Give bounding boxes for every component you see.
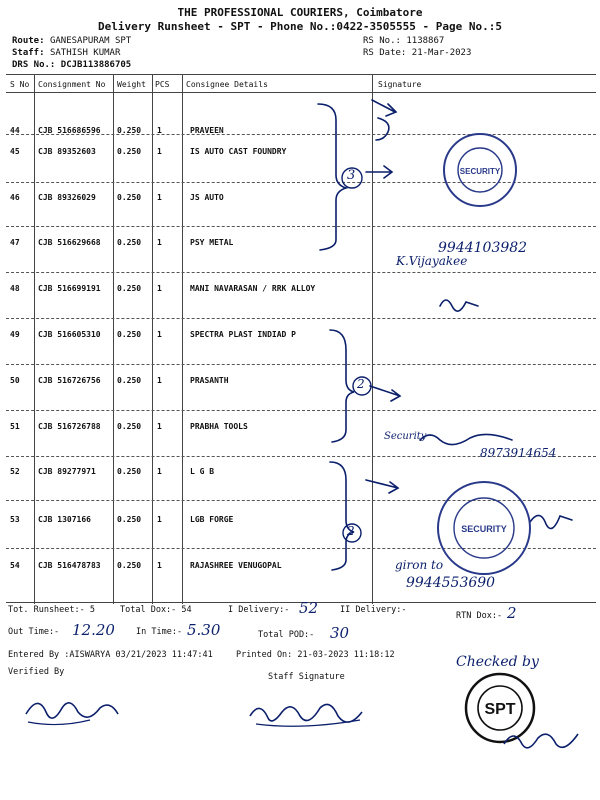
- col-divider: [182, 74, 183, 604]
- row-pcs: 1: [157, 376, 162, 385]
- bracket-count-2: 2: [357, 377, 365, 391]
- staff-line: Staff: SATHISH KUMAR: [12, 48, 121, 58]
- row-pcs: 1: [157, 561, 162, 570]
- row-consignee: MANI NAVARASAN / RRK ALLOY: [190, 284, 316, 293]
- row-pcs: 1: [157, 238, 162, 247]
- col-header-weight: Weight: [117, 80, 146, 89]
- row-weight: 0.250: [117, 238, 142, 247]
- row-weight: 0.250: [117, 561, 142, 570]
- row-sno: 48: [10, 284, 20, 293]
- row-sno: 51: [10, 422, 20, 431]
- document-title: THE PROFESSIONAL COURIERS, Coimbatore: [177, 6, 423, 19]
- bracket-count-3: 3: [347, 168, 356, 183]
- ii-delivery: II Delivery:-: [340, 605, 407, 615]
- total-runsheet-value: 5: [89, 605, 96, 615]
- col-header-pcs: PCS: [155, 80, 170, 89]
- rtn-dox: RTN Dox:-: [456, 611, 503, 621]
- table-header-border: [6, 92, 596, 93]
- row-pcs: 1: [157, 147, 162, 156]
- col-header-signature: Signature: [378, 80, 422, 89]
- total-dox-value: 54: [181, 605, 192, 615]
- row-consignment: CJB 89326029: [38, 193, 96, 202]
- row-weight: 0.250: [117, 330, 142, 339]
- row-sno: 50: [10, 376, 20, 385]
- row-weight: 0.250: [117, 193, 142, 202]
- bracket-count-2: 2: [347, 524, 355, 538]
- i-delivery-handwritten: 52: [299, 599, 319, 617]
- handwritten-checked: Checked by: [456, 654, 539, 670]
- in-time: In Time:-: [136, 627, 183, 637]
- col-header-consignment: Consignment No: [38, 80, 106, 89]
- entered-by: Entered By :AISWARYA 03/21/2023 11:47:41: [8, 650, 213, 660]
- row-sno: 45: [10, 147, 20, 156]
- verifier-signature-icon: [18, 684, 138, 734]
- row-separator: [6, 410, 596, 411]
- row-consignee: RAJASHREE VENUGOPAL: [190, 561, 282, 570]
- staff-signature-icon: [242, 690, 382, 740]
- rs-date-value: 21-Mar-2023: [411, 48, 472, 58]
- row-consignee: SPECTRA PLAST INDIAD P: [190, 330, 296, 339]
- col-divider: [152, 74, 153, 604]
- row-pcs: 1: [157, 515, 162, 524]
- checker-signature-icon: [498, 720, 588, 760]
- row-consignee: PRAVEEN: [190, 126, 224, 135]
- row-weight: 0.250: [117, 147, 142, 156]
- row-weight: 0.250: [117, 467, 142, 476]
- row-sno: 49: [10, 330, 20, 339]
- row-consignee: LGB FORGE: [190, 515, 234, 524]
- handwritten-phone-2: 8973914654: [480, 446, 557, 460]
- row-pcs: 1: [157, 193, 162, 202]
- row-weight: 0.250: [117, 515, 142, 524]
- row-consignment: CJB 516699191: [38, 284, 101, 293]
- row-consignee: PRASANTH: [190, 376, 229, 385]
- row-weight: 0.250: [117, 422, 142, 431]
- row-sno: 46: [10, 193, 20, 202]
- row-weight: 0.250: [117, 126, 142, 135]
- col-header-sno: S No: [10, 80, 30, 89]
- row-separator: [6, 226, 596, 227]
- row-consignment: CJB 89277971: [38, 467, 96, 476]
- handwritten-phone-3: 9944553690: [406, 575, 496, 591]
- row-pcs: 1: [157, 284, 162, 293]
- row-weight: 0.250: [117, 284, 142, 293]
- out-time: Out Time:-: [8, 627, 60, 637]
- printed-on: Printed On: 21-03-2023 11:18:12: [236, 650, 395, 660]
- row-consignment: CJB 89352603: [38, 147, 96, 156]
- i-delivery: I Delivery:-: [228, 605, 290, 615]
- row-sno: 54: [10, 561, 20, 570]
- table-top-border: [6, 74, 596, 75]
- row-sno: 52: [10, 467, 20, 476]
- row-consignment: CJB 516726788: [38, 422, 101, 431]
- drs-value: DCJB113886705: [60, 60, 132, 70]
- out-time-handwritten: 12.20: [72, 621, 115, 639]
- col-header-consignee: Consignee Details: [186, 80, 268, 89]
- bosch-stamp-text: SECURITY: [461, 524, 507, 534]
- col-divider: [113, 74, 114, 604]
- route-line: Route: GANESAPURAM SPT: [12, 36, 132, 46]
- rtn-dox-handwritten: 2: [507, 604, 517, 622]
- row-consignment: CJB 1307166: [38, 515, 91, 524]
- rs-no-line: RS No.: 1138867: [363, 36, 445, 46]
- row-pcs: 1: [157, 126, 162, 135]
- handwritten-security-note: Security: [384, 431, 427, 442]
- bosch-stamp-icon: [434, 478, 534, 578]
- document-subtitle: Delivery Runsheet - SPT - Phone No.:0422-3505555 - Page No.:5: [98, 20, 502, 33]
- handwritten-giron-note: giron to: [395, 558, 444, 572]
- handwritten-receiver-1: K.Vijayakee: [396, 254, 468, 268]
- row-consignment: CJB 516726756: [38, 376, 101, 385]
- foundry-stamp-text: SECURITY: [459, 167, 501, 176]
- row-consignment: CJB 516686596: [38, 126, 101, 135]
- row-pcs: 1: [157, 330, 162, 339]
- row-sno: 44: [10, 126, 20, 135]
- row-consignment: CJB 516478783: [38, 561, 101, 570]
- row-consignee: JS AUTO: [190, 193, 224, 202]
- row-consignee: L G B: [190, 467, 215, 476]
- row-weight: 0.250: [117, 376, 142, 385]
- row-consignee: PRABHA TOOLS: [190, 422, 248, 431]
- col-divider: [372, 74, 373, 604]
- route-value: GANESAPURAM SPT: [49, 36, 132, 46]
- staff-signature-label: Staff Signature: [268, 672, 345, 682]
- total-pod: Total POD:-: [258, 630, 315, 640]
- row-consignment: CJB 516629668: [38, 238, 101, 247]
- row-consignee: PSY METAL: [190, 238, 234, 247]
- verified-by: Verified By: [8, 667, 65, 677]
- total-runsheet: Tot. Runsheet:- 5: [8, 605, 96, 615]
- row-separator: [6, 318, 596, 319]
- rs-no-value: 1138867: [406, 36, 445, 46]
- spt-stamp-text: SPT: [484, 701, 516, 718]
- row-sno: 53: [10, 515, 20, 524]
- handwritten-phone-1: 9944103982: [438, 240, 528, 256]
- row-separator: [6, 272, 596, 273]
- row-separator: [6, 364, 596, 365]
- col-divider: [34, 74, 35, 604]
- row-sno: 47: [10, 238, 20, 247]
- total-dox: Total Dox:- 54: [120, 605, 192, 615]
- row-pcs: 1: [157, 467, 162, 476]
- drs-line: DRS No.: DCJB113886705: [12, 60, 132, 70]
- staff-value: SATHISH KUMAR: [49, 48, 121, 58]
- foundry-stamp-icon: [440, 130, 520, 210]
- total-pod-handwritten: 30: [330, 624, 350, 642]
- row-consignment: CJB 516605310: [38, 330, 101, 339]
- row-pcs: 1: [157, 422, 162, 431]
- rs-date-line: RS Date: 21-Mar-2023: [363, 48, 472, 58]
- row-consignee: IS AUTO CAST FOUNDRY: [190, 147, 287, 156]
- in-time-handwritten: 5.30: [187, 621, 221, 639]
